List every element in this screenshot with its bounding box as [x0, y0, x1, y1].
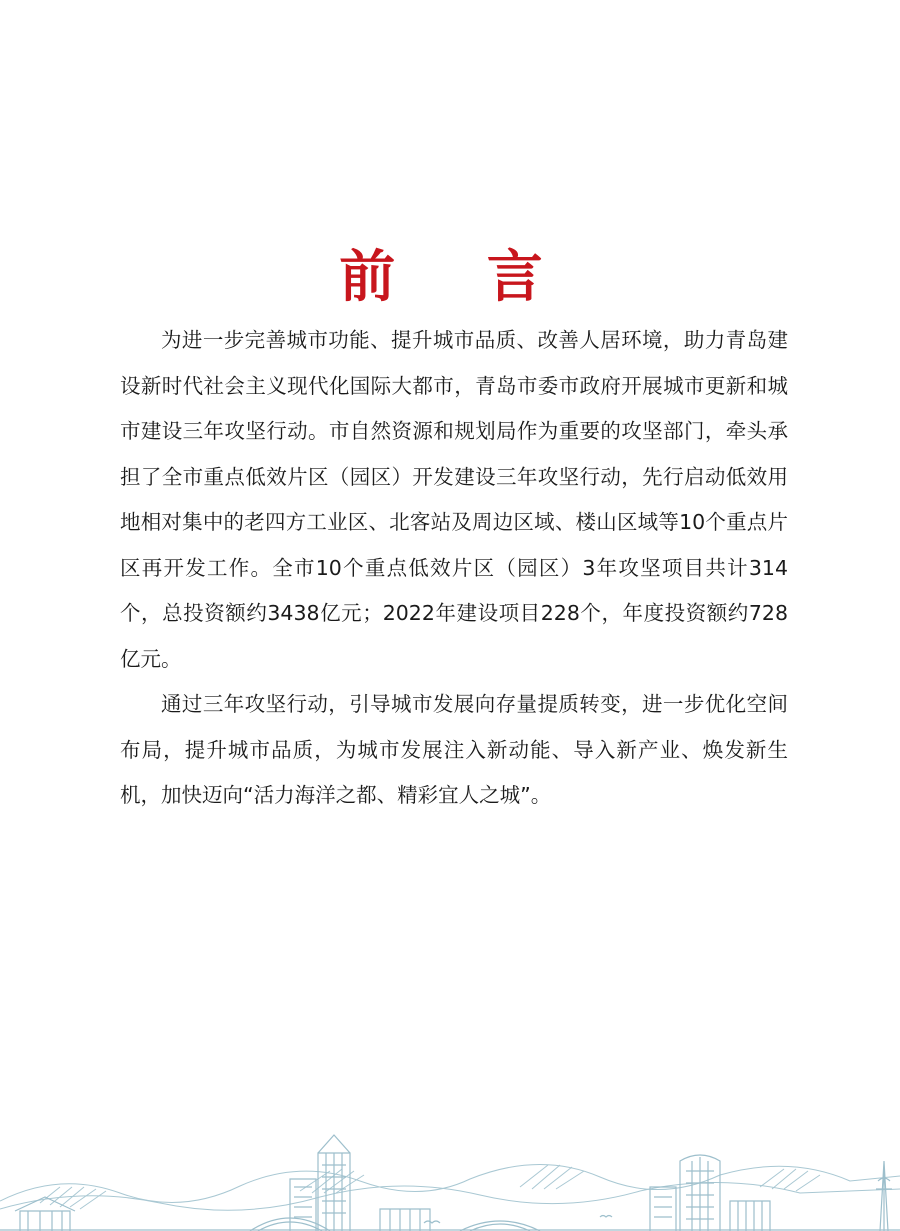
preface-body — [120, 318, 788, 819]
city-skyline-illustration — [0, 1131, 900, 1231]
preface-paragraph-1: 为进一步完善城市功能、提升城市品质、改善人居环境，助力青岛建设新时代社会主义现代化国际大都市，青岛市委市政府开展城市更新和城市建设三年攻坚行动。市自然资源和规划局作为重要的攻坚部门，牵头承担了全市重点低效片区（园区）开发建设三年攻坚行动，先行启动低效用地相对集中的老四方工业区、北客站及周边区域、楼山区域等10个重点片区再开发工作。全市10个重点低效片区（园区）3年攻坚项目共计314个，总投资额约3438亿元；2022年建设项目228个，年度投资额约728亿元。 — [120, 328, 788, 671]
preface-paragraph-2: 通过三年攻坚行动，引导城市发展向存量提质转变，进一步优化空间布局，提升城市品质，为城市发展注入新动能、导入新产业、焕发新生机，加快迈向“活力海洋之都、精彩宜人之城”。 — [120, 692, 788, 807]
page-title: 前 言 — [339, 243, 579, 310]
